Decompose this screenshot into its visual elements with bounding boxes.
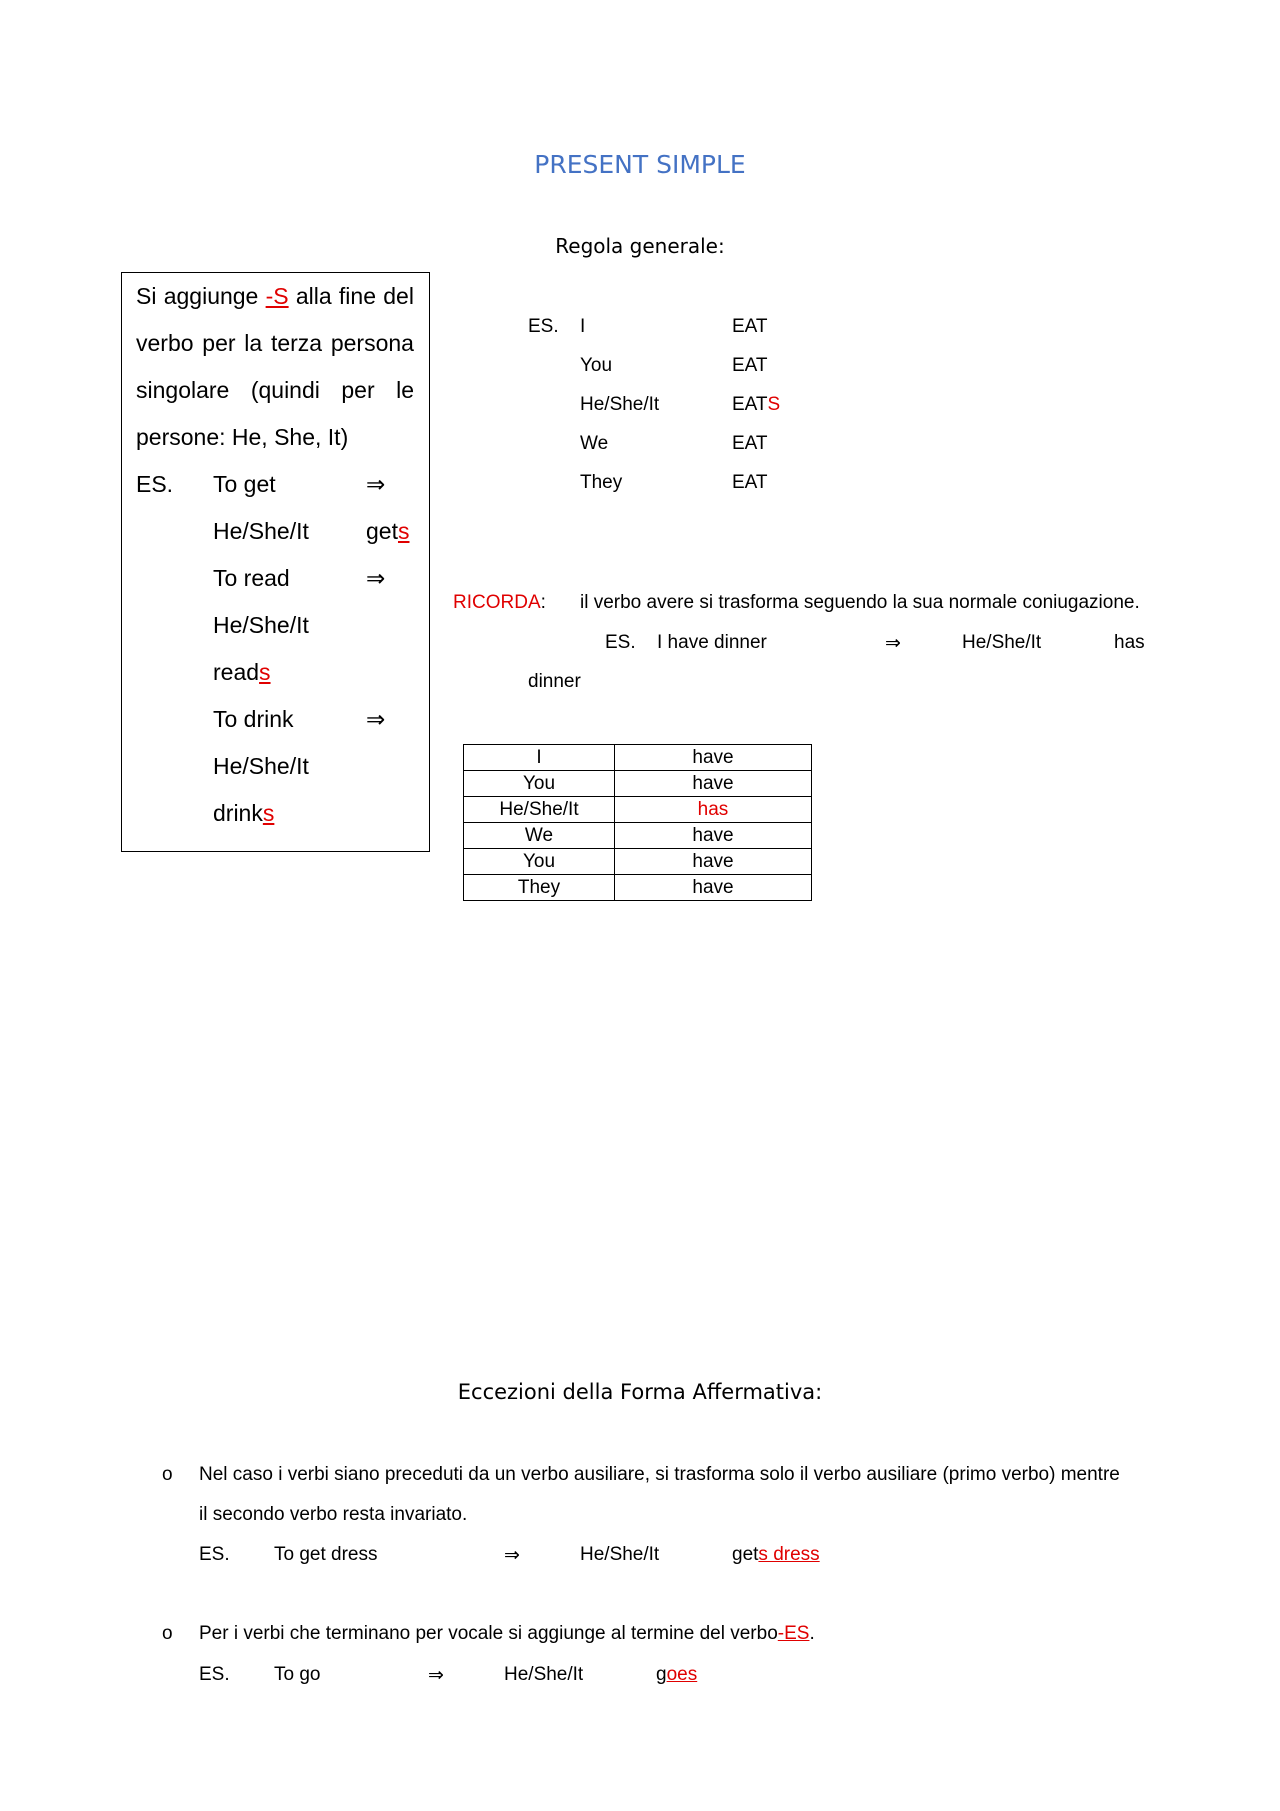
table-cell-form: have — [615, 823, 812, 849]
eat-verb: EAT — [732, 472, 768, 493]
table-cell-form: have — [615, 875, 812, 901]
ricorda-es-result: has — [1114, 632, 1145, 653]
example-result: gets — [366, 518, 410, 544]
exception-es-base: To go — [274, 1664, 321, 1685]
rule-word: la — [244, 330, 263, 356]
have-conjugation-table — [463, 744, 812, 901]
rule-box — [121, 272, 430, 852]
ricorda-es-label: ES. — [605, 632, 636, 653]
table-row — [464, 849, 812, 875]
exception-text-line2: il secondo verbo resta invariato. — [199, 1504, 468, 1525]
table-row — [464, 797, 812, 823]
arrow-icon: ⇒ — [366, 565, 386, 591]
bullet-icon: o — [162, 1464, 173, 1485]
table-row — [464, 823, 812, 849]
rule-word: le — [396, 377, 414, 403]
bullet-icon: o — [162, 1623, 173, 1644]
eat-subject: They — [580, 472, 623, 493]
rule-word: persona — [330, 330, 414, 356]
rule-word: terza — [270, 330, 323, 356]
eat-es-label: ES. — [528, 316, 559, 337]
rule-word: per — [341, 377, 375, 403]
table-cell-form: have — [615, 771, 812, 797]
rule-word: singolare — [136, 377, 230, 403]
table-cell-subject: They — [464, 875, 615, 901]
eat-verb: EAT — [732, 316, 768, 337]
rule-suffix-highlight: -S — [265, 283, 289, 309]
arrow-icon: ⇒ — [366, 471, 386, 497]
table-cell-form: have — [615, 849, 812, 875]
table-row — [464, 745, 812, 771]
eat-subject: We — [580, 433, 609, 454]
rule-line-2 — [136, 330, 414, 357]
rule-word: aggiunge — [163, 283, 259, 309]
eat-subject: I — [580, 316, 586, 337]
rule-es-label: ES. — [136, 471, 174, 497]
ricorda-es-subject: He/She/It — [962, 632, 1042, 653]
example-subject: He/She/It — [213, 753, 309, 779]
example-subject: He/She/It — [213, 612, 309, 638]
rule-line-3 — [136, 377, 414, 404]
table-cell-subject: You — [464, 849, 615, 875]
table-cell-form-highlight: has — [615, 797, 812, 823]
example-base-verb: To drink — [213, 706, 294, 732]
table-row — [464, 771, 812, 797]
rule-line-4: persone: He, She, It) — [136, 424, 349, 450]
section-heading-general-rule: Regola generale: — [555, 234, 725, 258]
rule-word: verbo — [136, 330, 194, 356]
rule-word: Si — [136, 283, 157, 309]
arrow-icon: ⇒ — [428, 1665, 444, 1686]
eat-subject: He/She/It — [580, 394, 660, 415]
rule-word: alla — [295, 283, 332, 309]
table-cell-subject: He/She/It — [464, 797, 615, 823]
section-heading-exceptions: Eccezioni della Forma Affermativa: — [457, 1380, 823, 1404]
exception-es-subject: He/She/It — [580, 1544, 660, 1565]
exception-es-label: ES. — [199, 1544, 230, 1565]
page-title: PRESENT SIMPLE — [534, 150, 746, 179]
table-row — [464, 875, 812, 901]
table-cell-subject: You — [464, 771, 615, 797]
exception-es-base: To get dress — [274, 1544, 378, 1565]
exception-text: Per i verbi che terminano per vocale si aggiunge al termine del verbo-ES. — [199, 1623, 815, 1644]
rule-word: del — [383, 283, 414, 309]
eat-verb: EATS — [732, 394, 781, 415]
arrow-icon: ⇒ — [504, 1545, 520, 1566]
exception-es-subject: He/She/It — [504, 1664, 584, 1685]
eat-verb: EAT — [732, 355, 768, 376]
ricorda-es-phrase: I have dinner — [657, 632, 767, 653]
example-base-verb: To get — [213, 471, 276, 497]
rule-word: fine — [338, 283, 377, 309]
example-result: drinks — [213, 800, 275, 826]
exception-text-line1: Nel caso i verbi siano preceduti da un verbo ausiliare, si trasforma solo il verbo ausiliare (primo verbo) mentre — [199, 1464, 1120, 1485]
table-cell-form: have — [615, 745, 812, 771]
example-subject: He/She/It — [213, 518, 309, 544]
ricorda-text: il verbo avere si trasforma seguendo la sua normale coniugazione. — [580, 592, 1140, 613]
arrow-icon: ⇒ — [366, 706, 386, 732]
rule-word: (quindi — [250, 377, 320, 403]
rule-word: per — [202, 330, 236, 356]
ricorda-label: RICORDA: — [453, 592, 546, 613]
example-base-verb: To read — [213, 565, 290, 591]
eat-verb: EAT — [732, 433, 768, 454]
exception-es-result: goes — [656, 1664, 698, 1685]
ricorda-es-result-cont: dinner — [528, 671, 581, 692]
example-result: reads — [213, 659, 271, 685]
exception-es-result: gets dress — [732, 1544, 820, 1565]
table-cell-subject: We — [464, 823, 615, 849]
arrow-icon: ⇒ — [885, 633, 901, 654]
exception-es-label: ES. — [199, 1664, 230, 1685]
rule-line-1 — [136, 283, 414, 310]
table-cell-subject: I — [464, 745, 615, 771]
eat-subject: You — [580, 355, 613, 376]
